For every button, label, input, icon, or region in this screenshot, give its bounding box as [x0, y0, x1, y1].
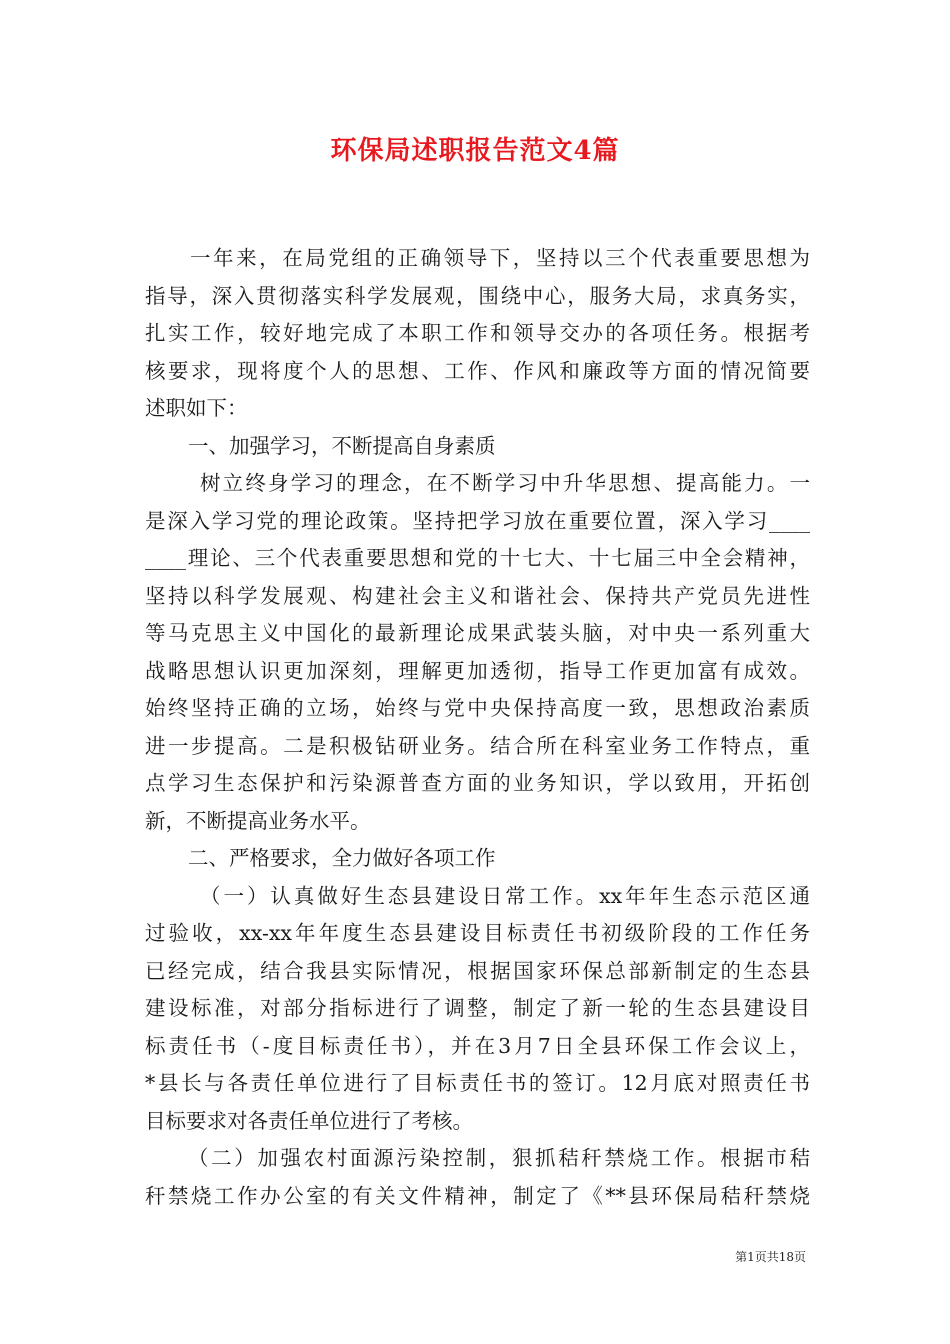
body-line: 扎实工作，较好地完成了本职工作和领导交办的各项任务。根据考: [145, 321, 810, 345]
body-line: 始终坚持正确的立场，始终与党中央保持高度一致，思想政治素质: [145, 696, 810, 720]
body-line: （一）认真做好生态县建设日常工作。xx年年生态示范区通: [200, 883, 810, 908]
body-line: 是深入学习党的理论政策。坚持把学习放在重要位置，深入学习____: [145, 508, 810, 533]
body-line: 坚持以科学发展观、构建社会主义和谐社会、保持共产党员先进性: [145, 583, 810, 608]
body-line: 指导，深入贯彻落实科学发展观，围绕中心，服务大局，求真务实，: [145, 283, 810, 308]
body-line: 战略思想认识更加深刻，理解更加透彻，指导工作更加富有成效。: [145, 658, 810, 683]
body-line: 树立终身学习的理念，在不断学习中升华思想、提高能力。一: [200, 471, 810, 495]
body-line: 已经完成，结合我县实际情况，根据国家环保总部新制定的生态县: [145, 958, 810, 983]
body-line: *县长与各责任单位进行了目标责任书的签订。12月底对照责任书: [145, 1071, 810, 1095]
page-number: 第1页共18页: [735, 1250, 806, 1264]
document-title: 环保局述职报告范文4篇: [330, 136, 620, 166]
document-body: [145, 240, 810, 1215]
body-line: （二）加强农村面源污染控制，狠抓秸秆禁烧工作。根据市秸: [188, 1146, 810, 1170]
body-line: 进一步提高。二是积极钻研业务。结合所在科室业务工作特点，重: [145, 733, 810, 758]
body-line: 过验收，xx-xx年年度生态县建设目标责任书初级阶段的工作任务: [145, 921, 810, 945]
body-line: 核要求，现将度个人的思想、工作、作风和廉政等方面的情况简要: [145, 358, 810, 383]
body-line: 一年来，在局党组的正确领导下，坚持以三个代表重要思想为: [190, 246, 810, 270]
body-line: 等马克思主义中国化的最新理论成果武装头脑，对中央一系列重大: [145, 621, 810, 645]
body-line: 点学习生态保护和污染源普查方面的业务知识，学以致用，开拓创: [145, 771, 810, 795]
body-line: 秆禁烧工作办公室的有关文件精神，制定了《**县环保局秸秆禁烧: [145, 1183, 810, 1208]
body-line: 述职如下：: [145, 396, 248, 420]
body-line: 新，不断提高业务水平。: [145, 808, 371, 833]
body-line: ____理论、三个代表重要思想和党的十七大、十七届三中全会精神，: [145, 546, 810, 570]
body-line: 标责任书（-度目标责任书），并在3月7日全县环保工作会议上，: [145, 1033, 810, 1058]
body-line: 一、加强学习，不断提高自身素质: [188, 433, 496, 458]
body-line: 目标要求对各责任单位进行了考核。: [145, 1108, 473, 1133]
body-line: 二、严格要求，全力做好各项工作: [188, 846, 496, 870]
body-line: 建设标准，对部分指标进行了调整，制定了新一轮的生态县建设目: [145, 996, 810, 1020]
